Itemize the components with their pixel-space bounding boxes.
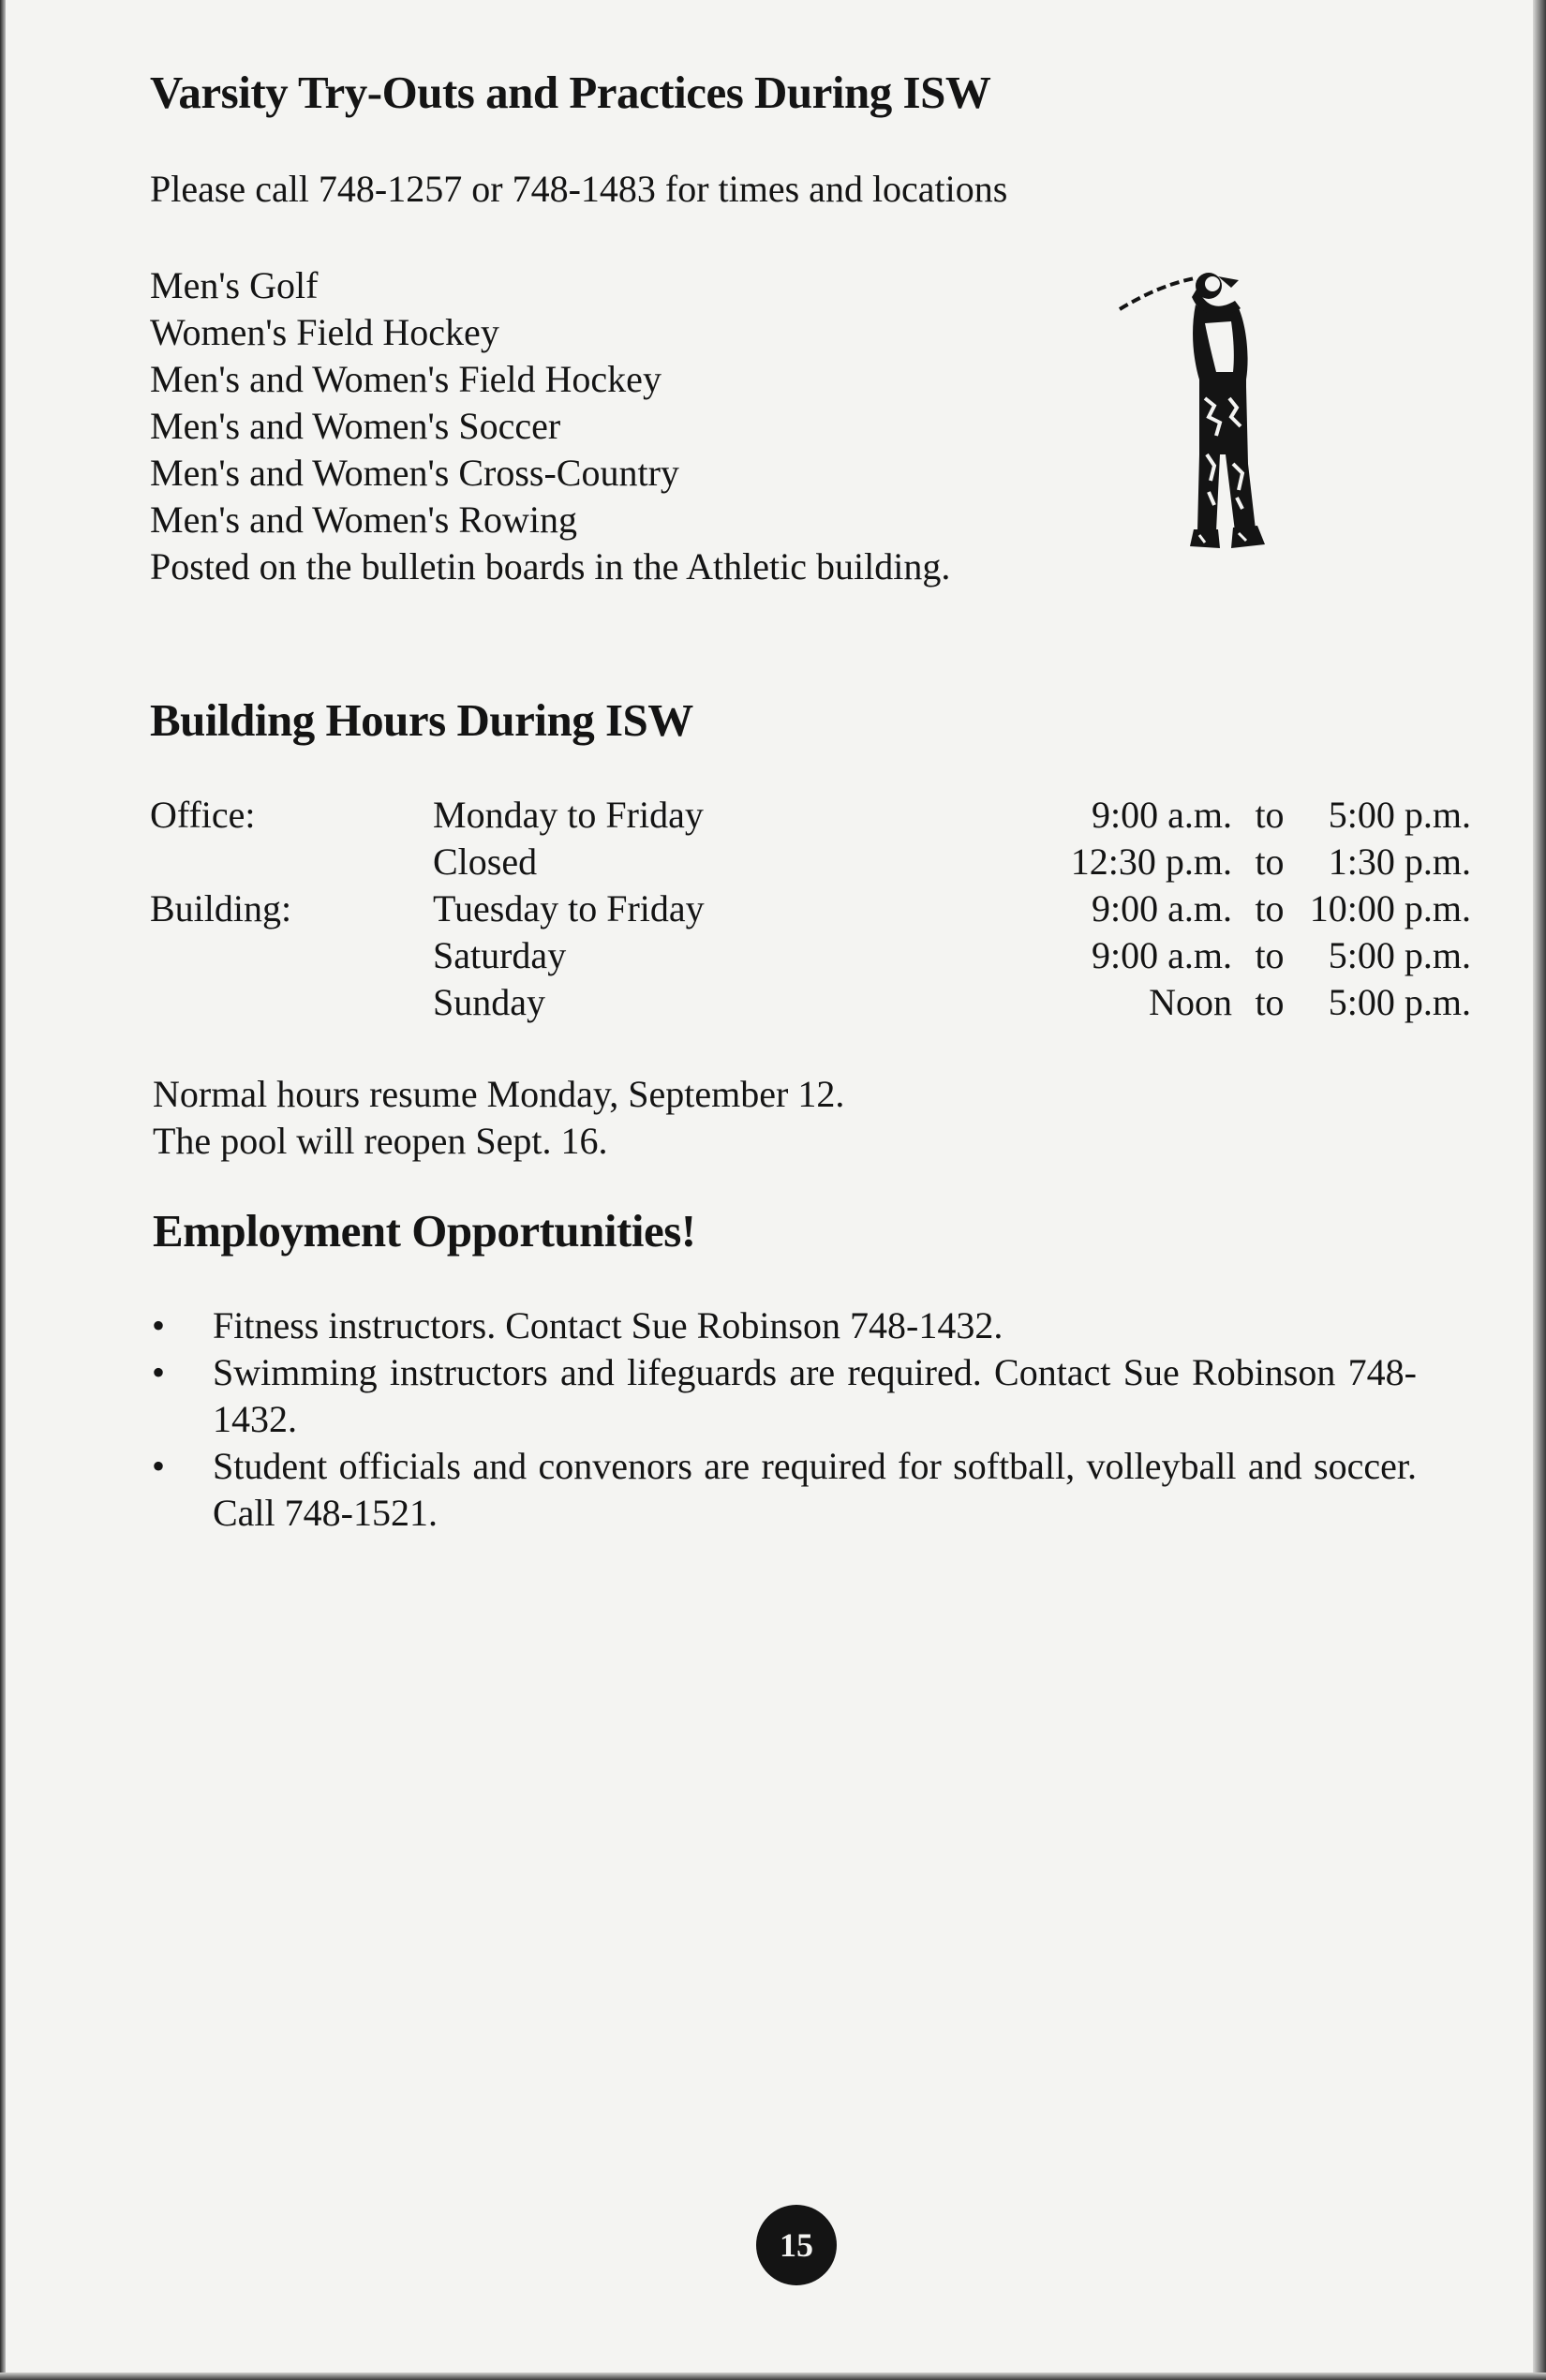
hours-separator: to [1255, 981, 1285, 1023]
list-item: Men's Golf [150, 264, 319, 306]
employment-item-text: Student officials and convenors are required for softball, volleyball and soccer. Call 748-1521. [213, 1445, 1417, 1534]
hours-to: 5:00 p.m. [1328, 934, 1471, 976]
hours-label [150, 932, 433, 979]
table-row [150, 979, 1471, 1026]
hours-from: Noon [1149, 981, 1232, 1023]
page-edge-right [1533, 0, 1546, 2380]
list-item [150, 1349, 1417, 1443]
table-row [150, 839, 1471, 885]
hours-days: Sunday [433, 981, 545, 1023]
hours-from: 12:30 p.m. [1070, 840, 1232, 883]
hours-separator: to [1255, 934, 1285, 976]
list-item: Women's Field Hockey [150, 311, 499, 353]
tryouts-contact-note: Please call 748-1257 or 748-1483 for times and locations [150, 168, 1008, 210]
hours-separator: to [1255, 840, 1285, 883]
hours-label [150, 839, 433, 885]
hours-from: 9:00 a.m. [1092, 794, 1232, 836]
hours-to: 5:00 p.m. [1328, 794, 1471, 836]
list-item: Men's and Women's Field Hockey [150, 358, 662, 400]
tryouts-heading: Varsity Try-Outs and Practices During ISW [150, 67, 991, 118]
list-item [150, 1302, 1417, 1349]
hours-to: 1:30 p.m. [1328, 840, 1471, 883]
bullet-icon: • [152, 1445, 166, 1487]
table-row [150, 932, 1471, 979]
hours-separator: to [1255, 887, 1285, 930]
bullet-icon: • [152, 1304, 166, 1346]
page-edge-left [0, 0, 6, 2380]
tryouts-list [150, 262, 950, 590]
hours-days: Tuesday to Friday [433, 887, 705, 930]
building-hours-table [150, 792, 1471, 1026]
hours-label [150, 979, 433, 1026]
employment-list [150, 1302, 1417, 1537]
page-number-badge: 15 [756, 2205, 837, 2285]
page-edge-bottom [0, 2373, 1546, 2380]
golfer-icon [1115, 267, 1284, 558]
table-row [150, 792, 1471, 839]
list-item: Posted on the bulletin boards in the Athletic building. [150, 545, 951, 588]
list-item: Men's and Women's Rowing [150, 498, 577, 541]
list-item [150, 1443, 1417, 1537]
hours-label: Building: [150, 887, 292, 930]
normal-hours-note: Normal hours resume Monday, September 12. [153, 1073, 845, 1115]
hours-from: 9:00 a.m. [1092, 934, 1232, 976]
hours-to: 5:00 p.m. [1328, 981, 1471, 1023]
hours-label: Office: [150, 794, 256, 836]
hours-days: Monday to Friday [433, 794, 704, 836]
list-item: Men's and Women's Cross-Country [150, 452, 679, 494]
table-row [150, 885, 1471, 932]
bullet-icon: • [152, 1351, 166, 1393]
hours-separator: to [1255, 794, 1285, 836]
hours-days: Saturday [433, 934, 567, 976]
building-hours-heading: Building Hours During ISW [150, 694, 693, 746]
employment-item-text: Swimming instructors and lifeguards are required. Contact Sue Robinson 748-1432. [213, 1351, 1417, 1440]
hours-from: 9:00 a.m. [1092, 887, 1232, 930]
employment-heading: Employment Opportunities! [153, 1205, 696, 1257]
hours-to: 10:00 p.m. [1309, 887, 1471, 930]
list-item: Men's and Women's Soccer [150, 405, 561, 447]
pool-reopen-note: The pool will reopen Sept. 16. [153, 1120, 608, 1162]
hours-days: Closed [433, 840, 538, 883]
employment-item-text: Fitness instructors. Contact Sue Robinson 748-1432. [213, 1304, 1003, 1346]
